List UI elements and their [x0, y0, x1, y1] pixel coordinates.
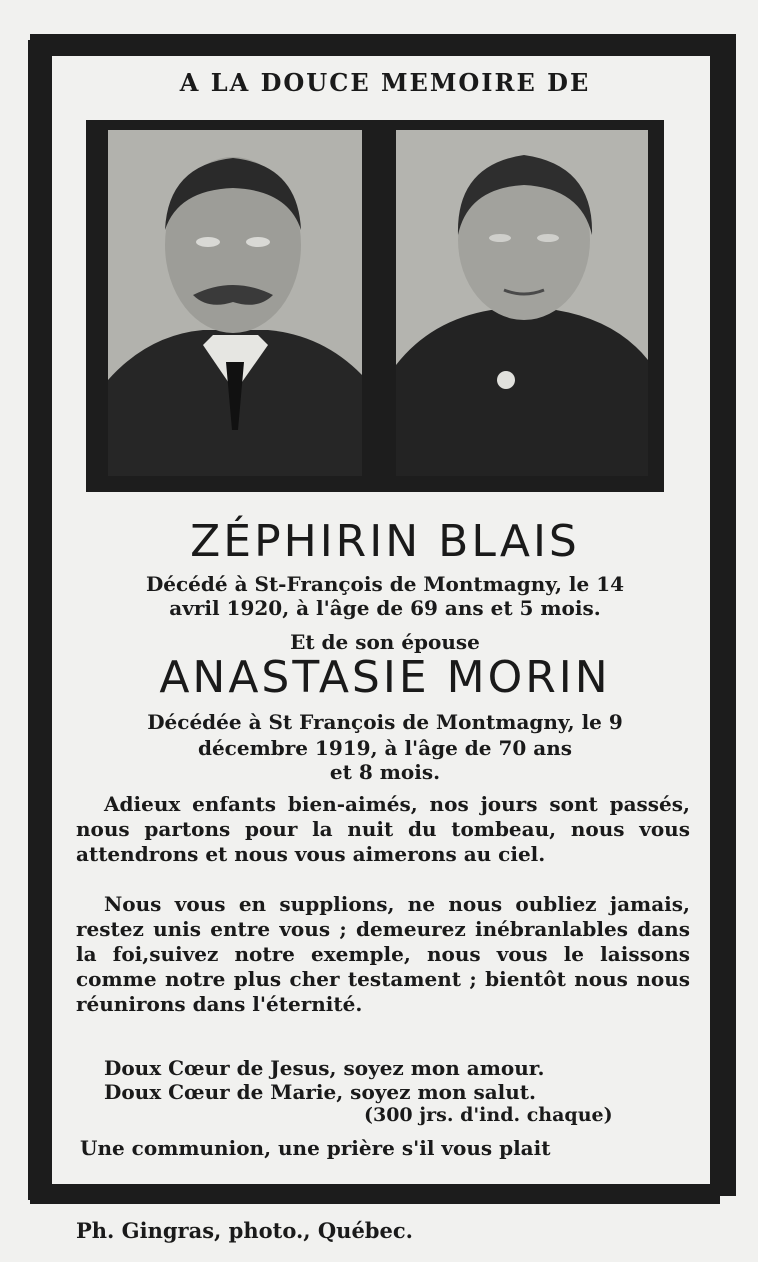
mourning-border-bottom: [30, 1184, 720, 1204]
farewell-paragraph: Adieux enfants bien-aimés, nos jours sont passés, nous partons pour la nuit du tombeau, nous vous attendrons et nous vous aimerons au ciel.: [76, 792, 690, 866]
mourning-border-top: [30, 34, 736, 56]
memorial-heading: A LA DOUCE MEMOIRE DE: [179, 68, 591, 97]
prayer-request: Une communion, une prière s'il vous plait: [80, 1136, 551, 1160]
wife-death-line-3: et 8 mois.: [329, 760, 441, 784]
connector-text: Et de son épouse: [290, 630, 480, 654]
prayer-sacred-heart: Doux Cœur de Jesus, soyez mon amour.: [104, 1056, 545, 1080]
photo-frame: [86, 120, 664, 492]
husband-name: ZÉPHIRIN BLAIS: [190, 516, 580, 567]
plea-paragraph: Nous vous en supplions, ne nous oubliez jamais, restez unis entre vous ; demeurez inébranlables dans la foi,suivez notre exemple, nous vous le laissons comme notre plus cher testament ; bientôt nous nous réunirons dans l'éternité.: [76, 892, 690, 1016]
indulgence-note: (300 jrs. d'ind. chaque): [364, 1104, 613, 1126]
wife-death-line-1: Décédée à St François de Montmagny, le 9: [147, 710, 623, 734]
wife-name: ANASTASIE MORIN: [159, 652, 611, 703]
mourning-border-left: [28, 40, 52, 1200]
photographer-credit: Ph. Gingras, photo., Québec.: [76, 1218, 413, 1243]
husband-death-line-1: Décédé à St-François de Montmagny, le 14: [145, 572, 625, 596]
wife-death-line-2: décembre 1919, à l'âge de 70 ans: [197, 736, 573, 760]
portrait-man-photo: [108, 130, 362, 476]
prayer-immaculate-heart: Doux Cœur de Marie, soyez mon salut.: [104, 1080, 537, 1104]
mourning-border-right: [710, 40, 736, 1196]
portrait-woman-photo: [396, 130, 648, 476]
husband-death-line-2: avril 1920, à l'âge de 69 ans et 5 mois.: [169, 596, 601, 620]
